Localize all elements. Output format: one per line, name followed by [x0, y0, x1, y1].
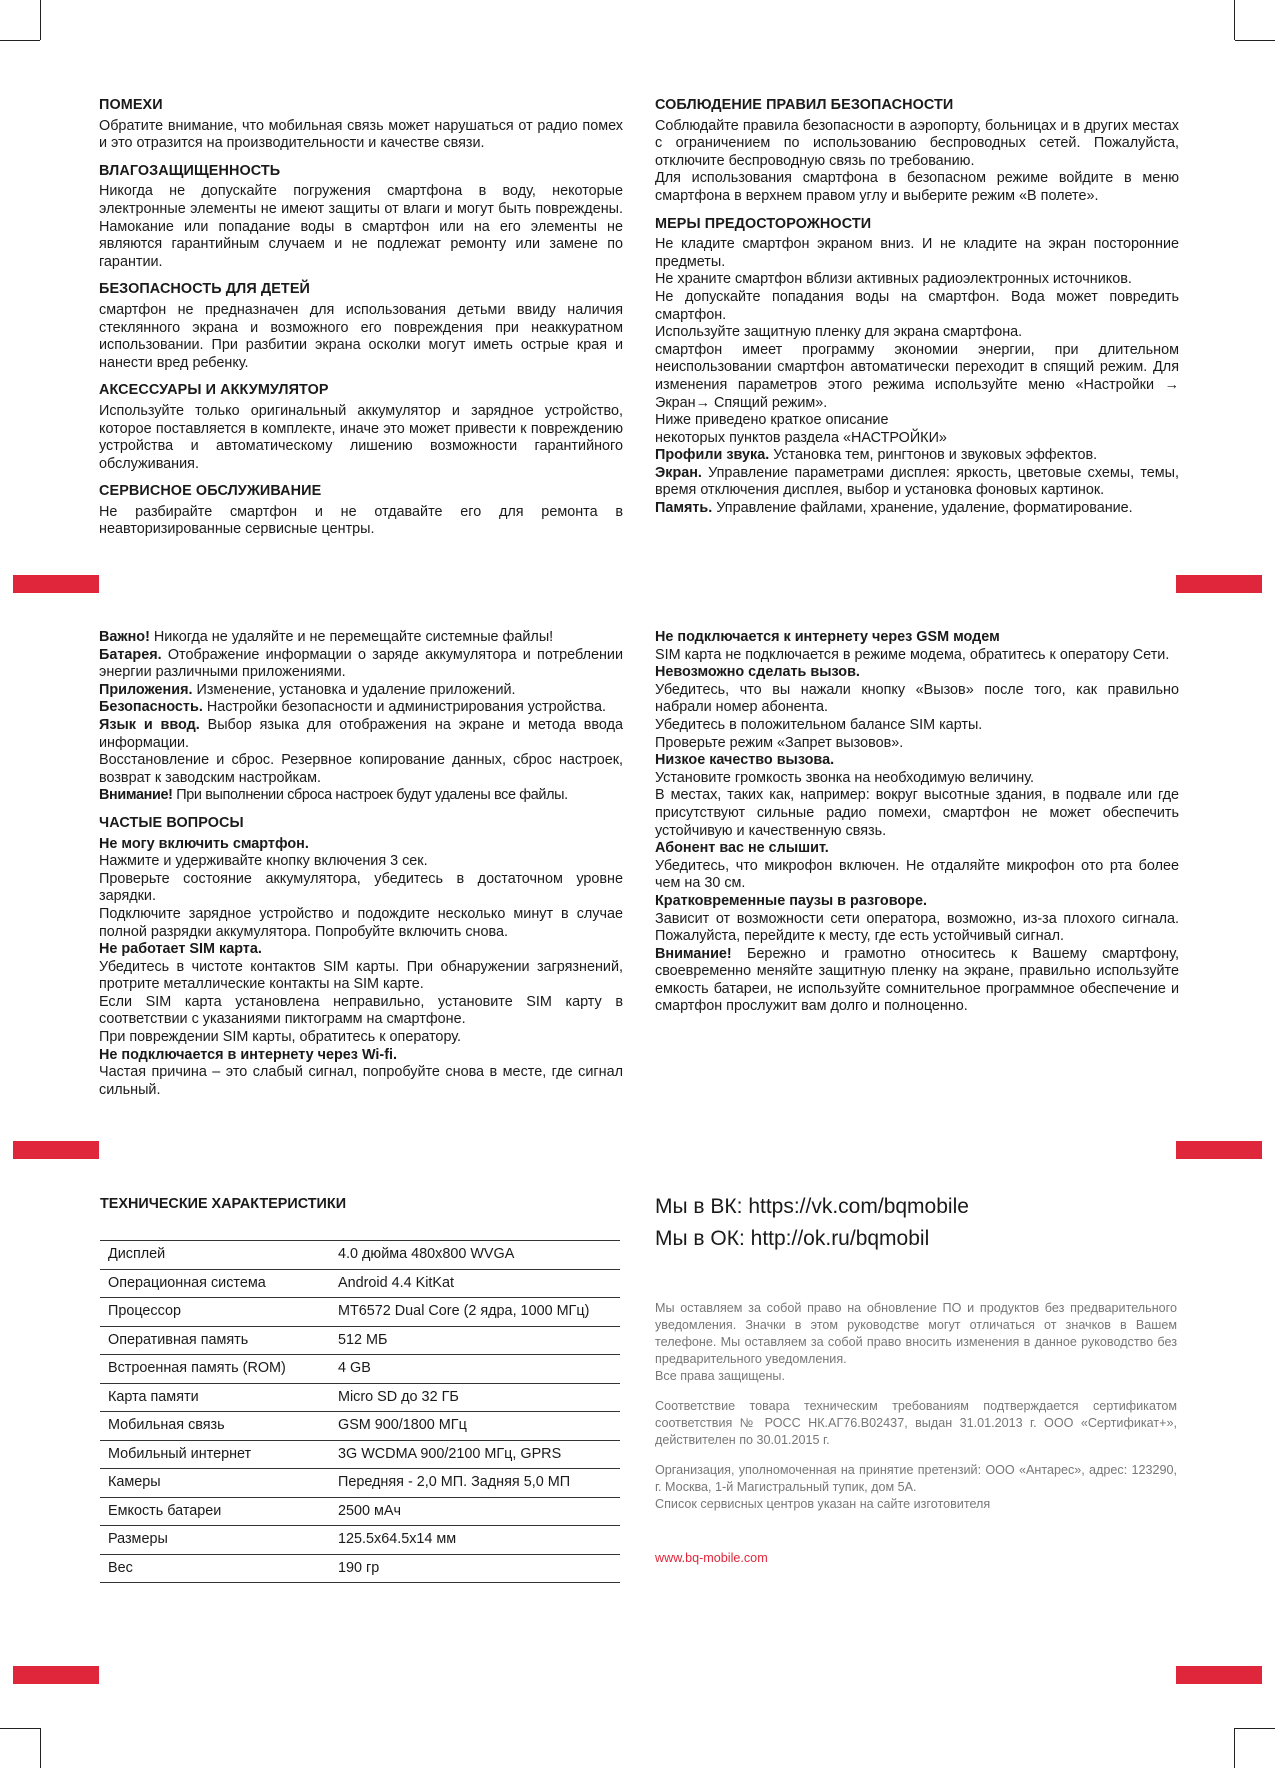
page2-left-column [99, 629, 623, 1099]
faq-answer: Убедитесь в чистоте контактов SIM карты. При обнаружении загрязнений, протрите металлические контакты на SIM карте. [99, 958, 623, 993]
crop-mark [1234, 1728, 1235, 1768]
spec-row [100, 1554, 620, 1583]
settings-item-name: Безопасность. [99, 699, 203, 716]
section-water-protection [99, 163, 623, 272]
section-text: Не разбирайте смартфон и не отдавайте его для ремонта в неавторизированные сервисные центры. [99, 503, 623, 538]
spec-value: 2500 мАч [330, 1497, 620, 1526]
faq-answer: Убедитесь, что микрофон включен. Не отдаляйте микрофон ото рта более чем на 30 см. [655, 857, 1179, 892]
settings-item-name: Батарея. [99, 646, 162, 663]
spec-key: Камеры [100, 1469, 330, 1498]
settings-item-name: Язык и ввод. [99, 716, 200, 733]
settings-item-desc: Выбор языка для отображения на экране и метода ввода информации. [99, 716, 623, 751]
section-text: Используйте защитную пленку для экрана смартфона. [655, 324, 1023, 341]
spec-value: Micro SD до 32 ГБ [330, 1383, 620, 1412]
settings-item-desc: Бережно и грамотно относитесь к Вашему смартфону, своевременно меняйте защитную пленку на экране, правильно используйте емкость батареи, не используйте сомнительное программное обеспечение и смартфон прослужит вам долго и полноценно. [655, 945, 1179, 1015]
page1-right-column [655, 97, 1179, 528]
spec-key: Вес [100, 1554, 330, 1583]
spec-value: 4 GB [330, 1355, 620, 1384]
page1-left-column [99, 97, 623, 549]
section-text: смартфон не предназначен для использования детьми ввиду наличия стеклянного экрана и возможного его повреждения при неаккуратном использовании. При разбитии экрана осколки могут иметь острые края и нанести вред ребенку. [99, 301, 623, 371]
settings-item-desc: При выполнении сброса настроек будут удалены все файлы. [172, 787, 568, 804]
spec-value: Android 4.4 KitKat [330, 1269, 620, 1298]
settings-item-name: Приложения. [99, 681, 193, 698]
red-side-tab [13, 1666, 99, 1684]
faq-answer: Проверьте состояние аккумулятора, убедитесь в достаточном уровне зарядки. [99, 870, 623, 905]
crop-mark [40, 0, 41, 40]
vk-link[interactable]: Мы в ВК: https://vk.com/bqmobile [655, 1195, 969, 1218]
spec-value: GSM 900/1800 МГц [330, 1412, 620, 1441]
section-text: Никогда не допускайте погружения смартфона в воду, некоторые электронные элементы не имеют защиты от влаги и могут быть повреждены. Намокание или попадание воды в смартфон или на его элементы не являются гарантийным случаем и не подлежат ремонту или замене по гарантии. [99, 183, 623, 270]
settings-item-desc: Настройки безопасности и администрирования устройства. [202, 699, 606, 716]
section-text: Не кладите смартфон экраном вниз. И не кладите на экран посторонние предметы. [655, 236, 1179, 270]
spec-row [100, 1355, 620, 1384]
settings-item [655, 500, 1179, 518]
spec-row [100, 1469, 620, 1498]
specs-table [100, 1240, 620, 1583]
spec-row [100, 1241, 620, 1270]
section-title: ПОМЕХИ [99, 97, 163, 113]
faq-question: Не могу включить смартфон. [99, 835, 309, 852]
faq-answer: Установите громкость звонка на необходимую величину. [655, 769, 1034, 786]
faq-question: Абонент вас не слышит. [655, 840, 829, 857]
red-side-tab [1176, 1666, 1262, 1684]
faq-answer: Зависит от возможности сети оператора, возможно, из-за плохого сигнала. Пожалуйста, перейдите к месту, где есть устойчивый сигнал. [655, 910, 1179, 945]
section-text: Не храните смартфон вблизи активных радиоэлектронных источников. [655, 271, 1132, 288]
settings-item-desc: Установка тем, рингтонов и звуковых эффектов. [769, 447, 1098, 464]
section-child-safety [99, 281, 623, 372]
spec-key: Процессор [100, 1298, 330, 1327]
crop-mark [0, 1728, 40, 1729]
faq-answer: Нажмите и удерживайте кнопку включения 3 сек. [99, 853, 428, 870]
settings-item-desc: Управление файлами, хранение, удаление, форматирование. [712, 500, 1133, 517]
settings-item-desc: Управление параметрами дисплея: яркость, цветовые схемы, темы, время отключения дисплея, выбор и установка фоновых картинок. [655, 464, 1179, 499]
spec-key: Встроенная память (ROM) [100, 1355, 330, 1384]
spec-key: Емкость батареи [100, 1497, 330, 1526]
faq-question: Кратковременные паузы в разговоре. [655, 892, 927, 909]
faq-answer: В местах, таких как, например: вокруг высотные здания, в подвале или где присутствуют сильные радио помехи, смартфон не может обеспечить устойчивую и качественную связь. [655, 787, 1179, 839]
settings-item-desc: Отображение информации о заряде аккумулятора и потреблении энергии различными приложениями. [99, 646, 623, 681]
section-text: Не допускайте попадания воды на смартфон. Вода может повредить смартфон. [655, 288, 1179, 323]
settings-item-name: Внимание! [655, 945, 732, 962]
settings-list [99, 629, 623, 805]
section-accessories [99, 382, 623, 473]
legal-notes [655, 1300, 1177, 1526]
faq-answer: Если SIM карта установлена неправильно, установите SIM карту в соответствии с указаниями пиктограмм на смартфоне. [99, 993, 623, 1028]
spec-key: Мобильная связь [100, 1412, 330, 1441]
settings-item-name: Важно! [99, 629, 150, 645]
crop-mark [40, 1728, 41, 1768]
faq-question: Не работает SIM карта. [99, 941, 262, 958]
section-title: СЕРВИСНОЕ ОБСЛУЖИВАНИЕ [99, 483, 322, 500]
settings-item-desc: Изменение, установка и удаление приложений. [192, 681, 516, 698]
section-precautions [655, 216, 1179, 518]
section-service [99, 483, 623, 539]
legal-text: Мы оставляем за собой право на обновление ПО и продуктов без предварительного уведомления. Значки в этом руководстве могут отличаться от значков в Вашем телефоне. Мы оставляем за собой право вносить изменения в данное руководство без предварительного уведомления. [655, 1301, 1177, 1366]
spec-key: Мобильный интернет [100, 1440, 330, 1469]
section-safety-rules [655, 97, 1179, 206]
section-title: МЕРЫ ПРЕДОСТОРОЖНОСТИ [655, 215, 872, 232]
section-text: Используйте только оригинальный аккумулятор и зарядное устройство, которое поставляется в комплекте, иначе это может привести к повреждению устройства и автоматическому лишению возможности гарантийного обслуживания. [99, 402, 623, 472]
settings-item-name: Внимание! [99, 787, 173, 804]
settings-item [655, 465, 1179, 500]
spec-row [100, 1440, 620, 1469]
spec-row [100, 1269, 620, 1298]
spec-key: Дисплей [100, 1241, 330, 1270]
legal-text: Организация, уполномоченная на принятие претензий: ООО «Антарес», адрес: 123290, г. Москва, 1-й Магистральный тупик, дом 5А. [655, 1463, 1177, 1494]
spec-value: 125.5x64.5x14 мм [330, 1526, 620, 1555]
crop-mark [1234, 0, 1235, 40]
section-title: БЕЗОПАСНОСТЬ ДЛЯ ДЕТЕЙ [99, 281, 310, 298]
section-text: некоторых пунктов раздела «НАСТРОЙКИ» [655, 429, 947, 446]
spec-key: Размеры [100, 1526, 330, 1555]
section-title: АКСЕССУАРЫ И АККУМУЛЯТОР [99, 382, 329, 399]
spec-value: 3G WCDMA 900/2100 МГц, GPRS [330, 1440, 620, 1469]
red-side-tab [13, 575, 99, 593]
section-text: Для использования смартфона в безопасном режиме войдите в меню смартфона в верхнем правом углу и выберите режим «В полете». [655, 170, 1179, 204]
faq-answer: Подключите зарядное устройство и подождите несколько минут в случае полной разрядки аккумулятора. Попробуйте включить снова. [99, 905, 623, 940]
spec-value: 190 гр [330, 1554, 620, 1583]
crop-mark [0, 40, 40, 41]
settings-item [655, 447, 1179, 465]
faq-question: Невозможно сделать вызов. [655, 664, 860, 681]
settings-item-name: Профили звука. [655, 447, 770, 464]
spec-row [100, 1526, 620, 1555]
section-title: ВЛАГОЗАЩИЩЕННОСТЬ [99, 162, 281, 179]
faq-answer: Убедитесь в положительном балансе SIM карты. [655, 716, 983, 733]
specs-title: ТЕХНИЧЕСКИЕ ХАРАКТЕРИСТИКИ [100, 1196, 347, 1212]
spec-key: Карта памяти [100, 1383, 330, 1412]
settings-item-name: Экран. [655, 464, 702, 481]
settings-item-desc: Никогда не удаляйте и не перемещайте системные файлы! [149, 629, 554, 645]
settings-item-name: Память. [655, 500, 713, 517]
spec-row [100, 1383, 620, 1412]
faq-answer: При повреждении SIM карты, обратитесь к оператору. [99, 1029, 462, 1046]
section-title: СОБЛЮДЕНИЕ ПРАВИЛ БЕЗОПАСНОСТИ [655, 97, 954, 113]
spec-row [100, 1326, 620, 1355]
faq-answer: Проверьте режим «Запрет вызовов». [655, 734, 904, 751]
spec-value: MT6572 Dual Core (2 ядра, 1000 МГц) [330, 1298, 620, 1327]
section-text: смартфон имеет программу экономии энергии, при длительном неиспользовании смартфон автоматически переходит в спящий режим. Для изменения параметров этого режима используйте меню «Настройки → Экран→ Спящий режим». [655, 341, 1179, 411]
section-title: ЧАСТЫЕ ВОПРОСЫ [99, 814, 244, 831]
legal-text: Список сервисных центров указан на сайте изготовителя [655, 1497, 991, 1511]
spec-value: Передняя - 2,0 МП. Задняя 5,0 МП [330, 1469, 620, 1498]
red-side-tab [1176, 575, 1262, 593]
faq-question: Низкое качество вызова. [655, 752, 835, 769]
legal-text: Соответствие товара техническим требованиям подтверждается сертификатом соответствия № РОСС НК.АГ76.В02437, выдан 31.01.2013 г. ООО «Сертификат+», действителен по 30.01.2015 г. [655, 1399, 1177, 1447]
faq-answer: Частая причина – это слабый сигнал, попробуйте снова в месте, где сигнал сильный. [99, 1064, 623, 1098]
spec-row [100, 1412, 620, 1441]
spec-row [100, 1298, 620, 1327]
faq-question: Не подключается к интернету через GSM модем [655, 629, 1000, 645]
section-text: Обратите внимание, что мобильная связь может нарушаться от радио помех и это отразится на производительности и качестве связи. [99, 117, 623, 152]
spec-key: Оперативная память [100, 1326, 330, 1355]
legal-text: Все права защищены. [655, 1369, 785, 1383]
faq-question: Не подключается в интернету через Wi-fi. [99, 1046, 397, 1063]
section-faq [99, 815, 623, 1100]
section-text: Восстановление и сброс. Резервное копирование данных, сброс настроек, возврат к заводским настройкам. [99, 752, 623, 786]
section-interference [99, 97, 623, 153]
spec-value: 4.0 дюйма 480x800 WVGA [330, 1241, 620, 1270]
spec-value: 512 МБ [330, 1326, 620, 1355]
section-text: Ниже приведено краткое описание [655, 412, 889, 429]
red-side-tab [13, 1141, 99, 1159]
section-text: Соблюдайте правила безопасности в аэропорту, больницах и в других местах с ограничением по использованию беспроводных сетей. Пожалуйста, отключите беспроводную связь по требованию. [655, 117, 1179, 169]
red-side-tab [1176, 1141, 1262, 1159]
crop-mark [1235, 1728, 1275, 1729]
page2-right-column [655, 629, 1179, 1016]
ok-link[interactable]: Мы в ОК: http://ok.ru/bqmobil [655, 1227, 930, 1250]
crop-mark [1235, 40, 1275, 41]
faq-answer: SIM карта не подключается в режиме модема, обратитесь к оператору Сети. [655, 646, 1170, 663]
faq-answer: Убедитесь, что вы нажали кнопку «Вызов» после того, как правильно набрали номер абонента. [655, 681, 1179, 716]
spec-row [100, 1497, 620, 1526]
spec-key: Операционная система [100, 1269, 330, 1298]
website-link[interactable]: www.bq-mobile.com [655, 1551, 768, 1565]
